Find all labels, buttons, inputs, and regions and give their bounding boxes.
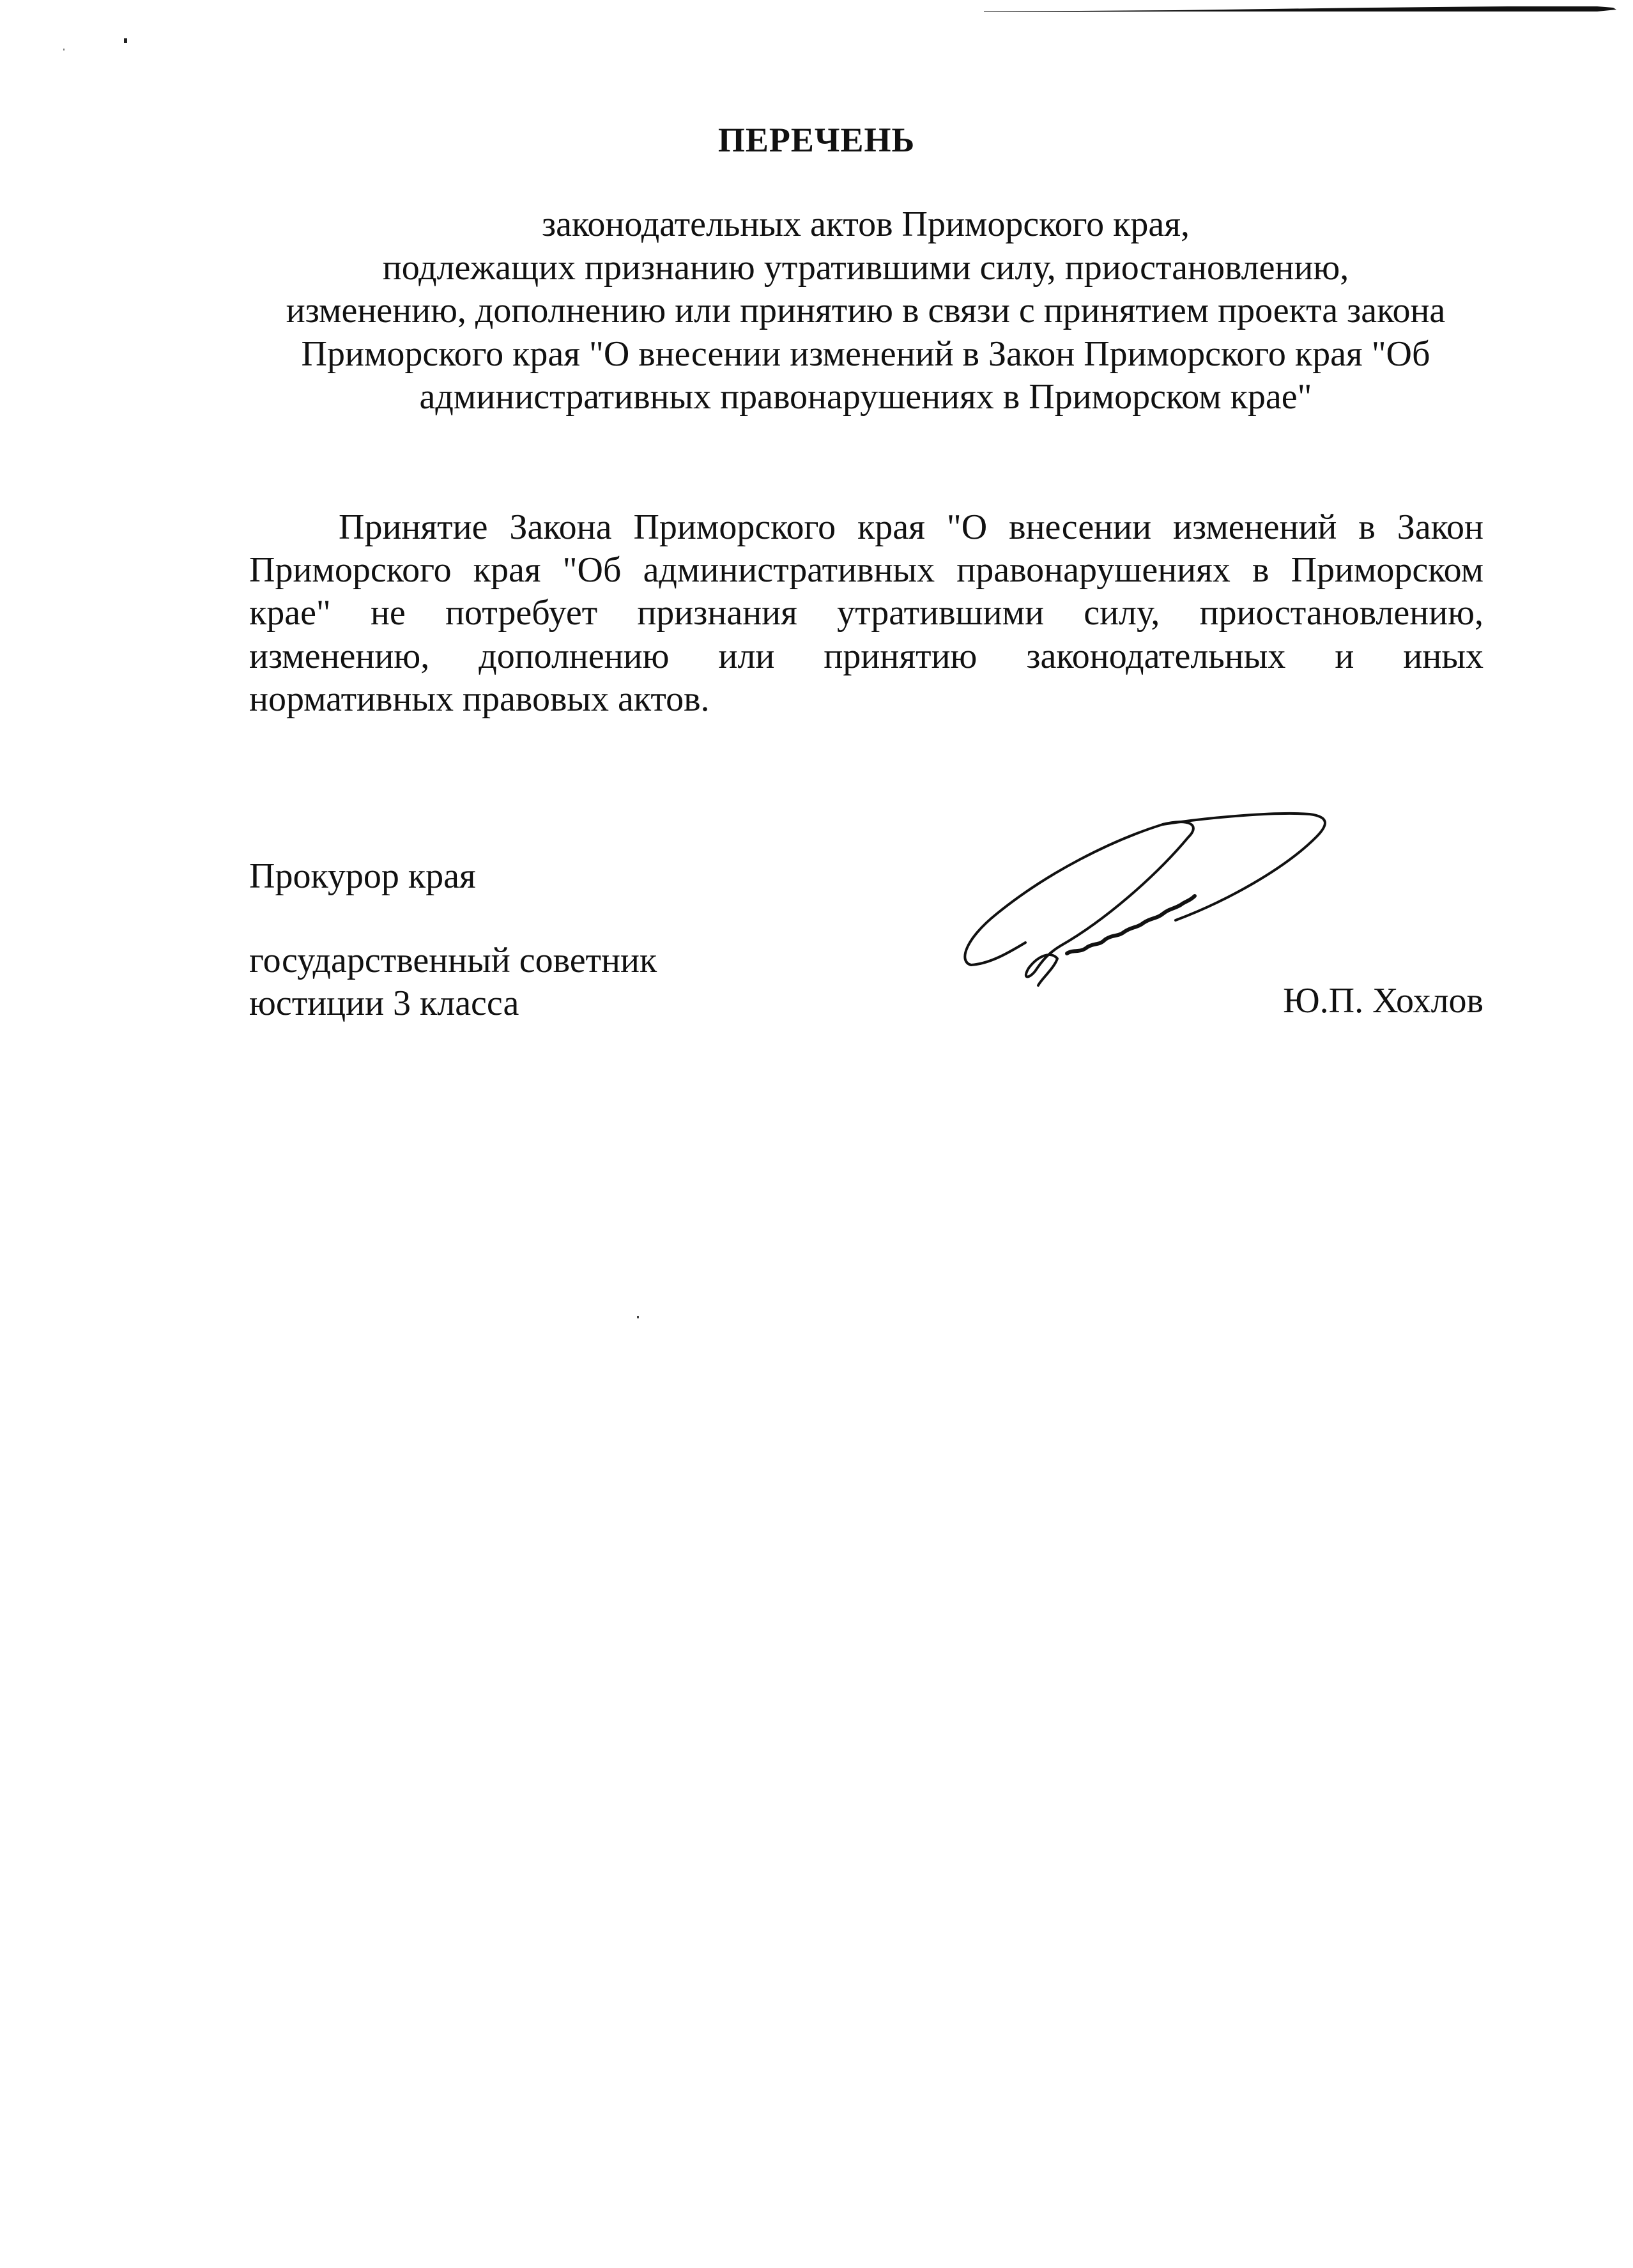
body-line: нормативных правовых актов. <box>249 679 710 719</box>
subtitle-line: изменению, дополнению или принятию в связи с принятием проекта закона <box>286 291 1446 330</box>
scan-speck <box>637 1316 639 1318</box>
body-paragraph <box>249 506 1483 721</box>
document-subtitle <box>243 203 1489 419</box>
body-line: Приморского края "Об административных правонарушениях в Приморском <box>249 550 1483 590</box>
signature-stroke <box>1067 896 1195 953</box>
body-line: Принятие Закона Приморского края "О внесении изменений в Закон <box>339 507 1483 547</box>
scan-artifact-line <box>984 4 1623 14</box>
body-line: крае" не потребует признания утратившими силу, приостановлению, <box>249 593 1483 633</box>
signatory-name: Ю.П. Хохлов <box>1283 981 1483 1021</box>
handwritten-signature <box>946 812 1354 997</box>
subtitle-line: Приморского края "О внесении изменений в Закон Приморского края "Об <box>301 334 1430 374</box>
scan-speck <box>124 38 127 43</box>
document-title: ПЕРЕЧЕНЬ <box>717 121 916 159</box>
scan-speck <box>63 49 65 50</box>
signature-stroke <box>971 943 1025 965</box>
body-line: изменению, дополнению или принятию законодательных и иных <box>249 636 1483 676</box>
signatory-rank <box>249 939 657 1025</box>
signatory-rank-line: юстиции 3 класса <box>249 984 519 1023</box>
signature-stroke <box>1163 814 1325 920</box>
signatory-rank-line: государственный советник <box>249 941 657 980</box>
subtitle-line: подлежащих признанию утратившими силу, приостановлению, <box>382 247 1349 288</box>
signatory-role: Прокурор края <box>249 856 476 896</box>
subtitle-line: законодательных актов Приморского края, <box>542 204 1190 244</box>
subtitle-line: административных правонарушениях в Приморском крае" <box>419 377 1312 417</box>
signature-stroke <box>965 822 1193 985</box>
